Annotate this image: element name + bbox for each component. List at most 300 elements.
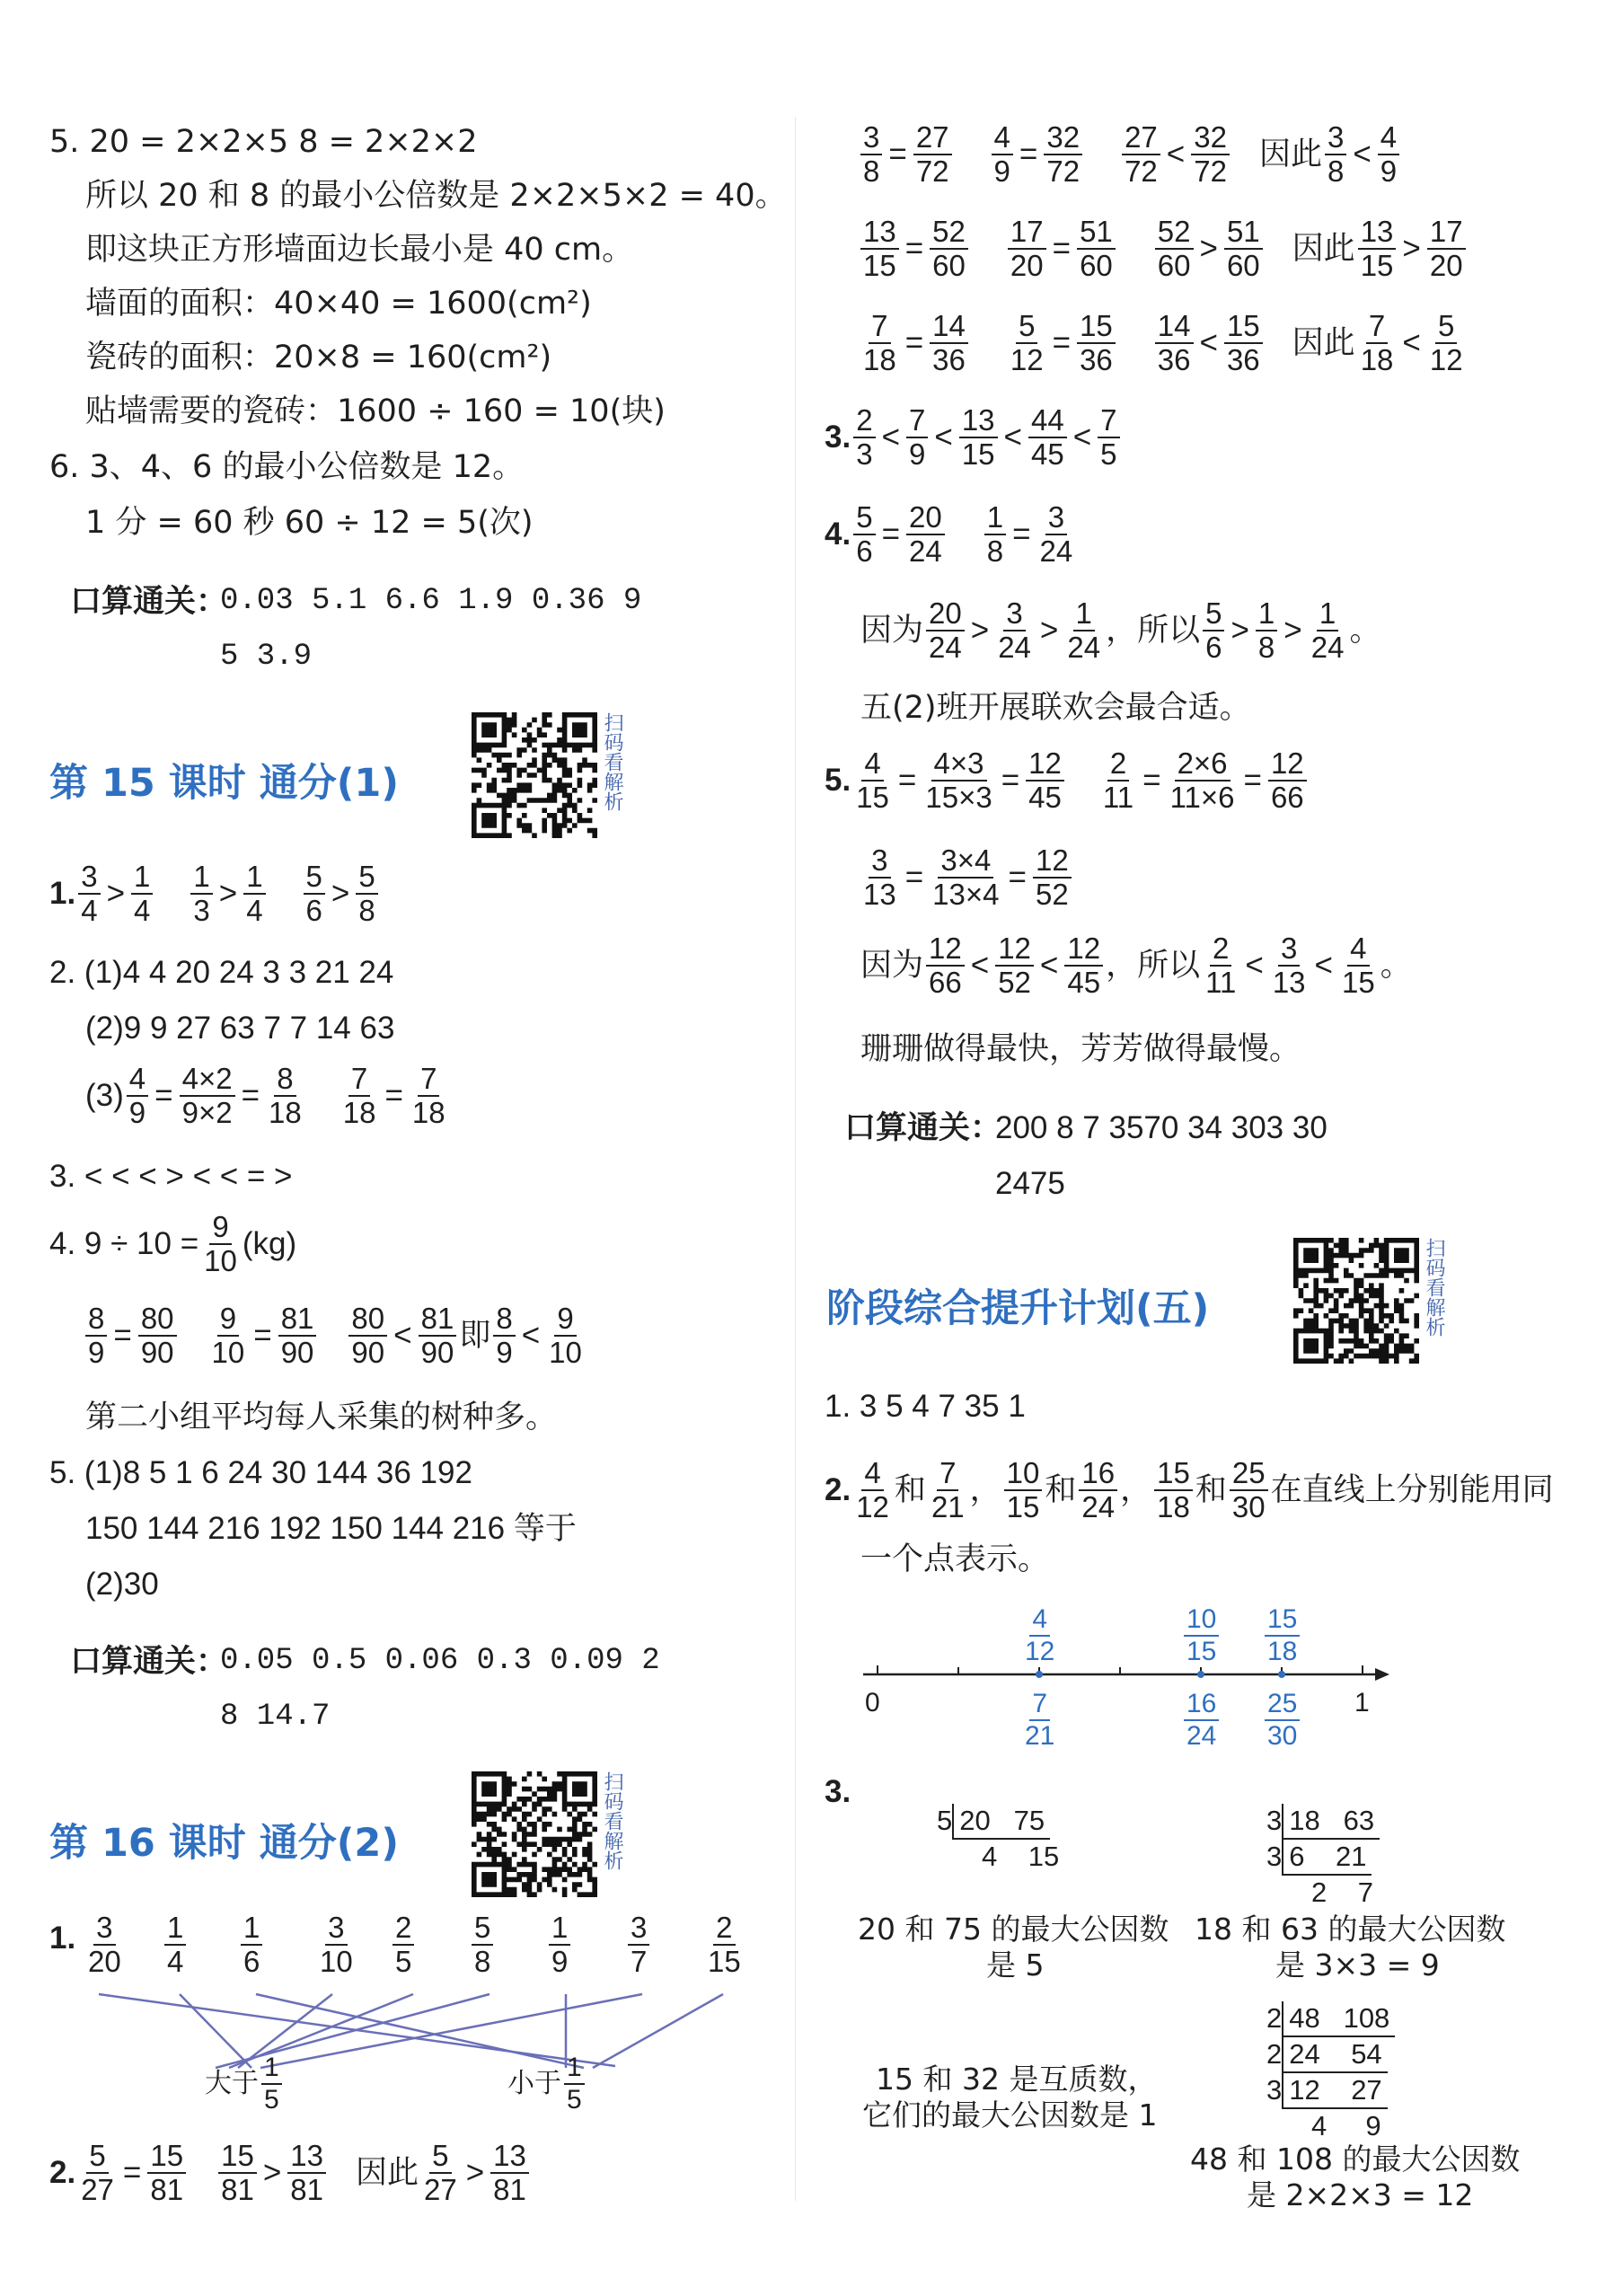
denominator: 81 — [150, 2173, 184, 2206]
fraction — [929, 1457, 967, 1523]
r-q4-compare — [860, 597, 1380, 664]
numerator: 80 — [138, 1303, 177, 1337]
numerator: 7 — [348, 1063, 370, 1097]
denominator: 8 — [358, 894, 375, 927]
numerator: 1 — [164, 1912, 186, 1946]
number-line-arrow — [1375, 1668, 1389, 1681]
numerator: 12 — [1033, 844, 1072, 879]
s15-q5-2: 150 144 216 192 150 144 216 等于 — [85, 1511, 577, 1546]
s15-q1 — [49, 861, 381, 927]
fraction — [549, 1912, 570, 1978]
number-line — [858, 1653, 1397, 1689]
fraction — [1004, 1457, 1043, 1523]
denominator: 4 — [81, 894, 98, 927]
fraction — [860, 216, 899, 282]
he-text: 和 — [1195, 1472, 1227, 1508]
numerator: 20 — [926, 597, 965, 631]
denominator: 36 — [1157, 343, 1191, 376]
denominator: 24 — [929, 631, 962, 664]
s16-q1-label: 1. — [49, 1921, 76, 1956]
r-q4-label: 4. — [825, 517, 851, 552]
numerator: 12 — [1026, 747, 1064, 782]
fraction — [1079, 1457, 1117, 1523]
fraction — [1122, 121, 1160, 188]
fraction — [1184, 1689, 1219, 1752]
numerator: 2 — [393, 1912, 414, 1946]
denominator: 60 — [932, 249, 966, 282]
numerator: 4 — [861, 747, 883, 782]
relation-symbol: = — [1243, 763, 1262, 798]
quot: 15 — [1028, 1841, 1060, 1872]
q5-line4: 墙面的面积：40×40 = 1600(cm²) — [85, 286, 592, 322]
qr-caption-stage5: 扫码看解析 — [1423, 1238, 1445, 1337]
numerator: 7 — [906, 404, 928, 438]
numerator: 10 — [1004, 1457, 1043, 1491]
numerator: 1 — [241, 1912, 262, 1946]
suoyi-text: ，所以 — [1106, 948, 1201, 984]
fraction — [959, 404, 998, 471]
relation-symbol: < — [1072, 419, 1092, 455]
fraction — [1203, 932, 1239, 999]
fraction — [493, 1303, 515, 1369]
num: 6 — [1289, 1841, 1305, 1872]
denominator: 9 — [128, 1096, 146, 1129]
fraction — [1325, 121, 1346, 188]
relation-symbol: > — [1230, 613, 1249, 648]
period: 。 — [1349, 613, 1381, 649]
kousuan-label-1: 口算通关： — [70, 584, 228, 620]
qr-code-stage5[interactable] — [1293, 1238, 1419, 1364]
denominator: 36 — [932, 343, 966, 376]
fraction — [995, 597, 1034, 664]
denominator: 12 — [1429, 343, 1463, 376]
numerator: 5 — [1435, 310, 1457, 344]
denominator: 45 — [1067, 966, 1101, 999]
relation-symbol: = — [904, 231, 924, 266]
kousuan-label-3: 口算通关： — [844, 1110, 1002, 1146]
quot: 9 — [1365, 2110, 1381, 2141]
fraction — [860, 844, 899, 911]
numerator: 1 — [549, 1912, 570, 1946]
relation-symbol: = — [904, 325, 924, 360]
r-q4-text: 五(2)班开展联欢会最合适。 — [860, 690, 1251, 726]
yinci-text: 因此 — [1258, 137, 1322, 172]
denominator: 13 — [863, 878, 896, 911]
denominator: 52 — [1035, 878, 1069, 911]
denominator: 13×4 — [932, 878, 1000, 911]
fraction — [421, 2140, 460, 2206]
numerator: 3 — [1278, 932, 1300, 967]
numerator: 5 — [429, 2140, 451, 2174]
denominator: 20 — [1010, 249, 1044, 282]
denominator: 24 — [1081, 1490, 1116, 1523]
numerator: 1 — [1073, 597, 1095, 631]
denominator: 4 — [167, 1945, 184, 1978]
numerator: 8 — [274, 1063, 295, 1097]
yinwei-text: 因为 — [860, 613, 924, 649]
relation-symbol: = — [897, 763, 917, 798]
numerator: 25 — [1230, 1457, 1268, 1491]
denominator: 9 — [551, 1945, 569, 1978]
fraction — [1098, 404, 1119, 471]
fraction — [930, 310, 968, 376]
numerator: 1 — [1317, 597, 1338, 631]
fraction — [992, 121, 1013, 188]
fraction — [926, 597, 965, 664]
gcd-18-63-text: 18 和 63 的最大公因数 — [1195, 1912, 1506, 1947]
numerator: 3 — [860, 121, 882, 155]
denominator: 20 — [1429, 249, 1463, 282]
numerator: 3 — [628, 1912, 649, 1946]
numerator: 9 — [209, 1211, 231, 1245]
relation-symbol: < — [970, 948, 990, 983]
kousuan-values-2b: 8 14.7 — [220, 1700, 331, 1734]
s16-q2-label: 2. — [49, 2155, 76, 2190]
numerator: 15 — [218, 2140, 257, 2174]
relation-symbol: < — [1402, 325, 1421, 360]
numerator: 3 — [78, 861, 100, 895]
denominator: 24 — [1067, 631, 1101, 664]
fraction — [1268, 747, 1307, 814]
relation-symbol: = — [1019, 137, 1038, 172]
s15-q2-3 — [85, 1063, 451, 1129]
number-line-one: 1 — [1354, 1688, 1370, 1718]
fraction — [1028, 404, 1067, 471]
relation-symbol: < — [1314, 948, 1333, 983]
point-five-sixths — [1278, 1671, 1285, 1678]
denominator: 60 — [1157, 249, 1191, 282]
numerator: 15 — [1224, 310, 1263, 344]
numerator: 13 — [490, 2140, 529, 2174]
s15-q2-3-items — [124, 1063, 451, 1129]
relation-symbol: < — [1003, 419, 1022, 455]
denominator: 9 — [496, 1336, 513, 1369]
s15-q4-text: 第二小组平均每人采集的树种多。 — [85, 1400, 558, 1435]
denominator: 60 — [1080, 249, 1113, 282]
fraction — [930, 844, 1001, 911]
fraction — [1008, 310, 1046, 376]
r-q5a-items — [851, 747, 1309, 814]
relation-symbol: < — [1166, 137, 1186, 172]
denominator: 15 — [961, 437, 995, 471]
denominator: 4 — [246, 894, 263, 927]
fraction — [1265, 1689, 1300, 1752]
relation-symbol: < — [1245, 948, 1264, 983]
relation-symbol: = — [113, 1318, 132, 1353]
denominator: 7 — [631, 1945, 648, 1978]
denominator: 27 — [424, 2173, 457, 2206]
fraction — [472, 1912, 493, 1978]
kousuan-label-2: 口算通关： — [70, 1644, 228, 1680]
denominator: 8 — [863, 155, 880, 188]
fraction — [266, 1063, 304, 1129]
fraction — [906, 501, 945, 568]
denominator: 66 — [929, 966, 962, 999]
gcd-48-108-result: 是 2×2×3 = 12 — [1247, 2177, 1474, 2212]
divisor: 3 — [1266, 1841, 1283, 1872]
denominator: 18 — [863, 343, 896, 376]
denominator: 15 — [863, 249, 896, 282]
denominator: 90 — [280, 1336, 314, 1369]
r-q5-text: 珊珊做得最快，芳芳做得最慢。 — [860, 1031, 1301, 1067]
fraction — [1026, 747, 1064, 814]
denominator: 9 — [993, 155, 1010, 188]
denominator: 60 — [1226, 249, 1260, 282]
relation-symbol: = — [122, 2155, 142, 2190]
numerator: 4 — [1347, 932, 1369, 967]
fraction — [1168, 747, 1238, 814]
numerator: 13 — [959, 404, 998, 438]
fraction — [1008, 216, 1046, 282]
s16-q1-greater — [205, 2053, 285, 2115]
relation-symbol: > — [1199, 231, 1218, 266]
num: 63 — [1343, 1805, 1375, 1836]
qr-caption-16: 扫码看解析 — [601, 1771, 623, 1870]
numerator: 3×4 — [938, 844, 993, 879]
denominator: 90 — [420, 1336, 454, 1369]
gcd-20-75-text: 20 和 75 的最大公因数 — [858, 1912, 1169, 1947]
numerator: 7 — [937, 1457, 958, 1491]
denominator: 5 — [264, 2085, 279, 2115]
relation-symbol: < — [1199, 325, 1218, 360]
denominator: 18 — [1360, 343, 1394, 376]
denominator: 10 — [320, 1945, 353, 1978]
fraction — [564, 2053, 585, 2115]
fraction — [1044, 121, 1082, 188]
r-q4-items — [851, 501, 1078, 568]
denominator: 90 — [140, 1336, 174, 1369]
fraction — [1022, 1689, 1057, 1752]
numerator: 32 — [1044, 121, 1082, 155]
numerator: 15 — [1154, 1457, 1193, 1491]
s15-q5-3: (2)30 — [85, 1567, 159, 1602]
denominator: 66 — [1270, 781, 1304, 814]
denominator: 30 — [1267, 1721, 1298, 1751]
divisor: 3 — [1266, 1805, 1283, 1836]
denominator: 6 — [305, 894, 322, 927]
denominator: 9 — [88, 1336, 105, 1369]
q5-line3: 即这块正方形墙面边长最小是 40 cm。 — [85, 232, 634, 268]
numerator: 4 — [127, 1063, 148, 1097]
fraction — [1100, 747, 1136, 814]
num: 75 — [1013, 1805, 1045, 1836]
divisor: 2 — [1266, 2002, 1283, 2034]
numerator: 27 — [1122, 121, 1160, 155]
denominator: 21 — [931, 1490, 965, 1523]
s15-q4 — [49, 1211, 296, 1277]
denominator: 15 — [1006, 1490, 1040, 1523]
relation-symbol: = — [384, 1078, 403, 1113]
fraction — [1427, 216, 1466, 282]
greater-than-label: 大于 — [205, 2068, 259, 2099]
fraction — [131, 861, 153, 927]
z-q1: 1. 3 5 4 7 35 1 — [825, 1389, 1026, 1424]
denominator: 15 — [1360, 249, 1394, 282]
denominator: 3 — [856, 437, 873, 471]
qr-code-section-16[interactable] — [472, 1771, 597, 1897]
numerator: 5 — [86, 2140, 108, 2174]
denominator: 13 — [1272, 966, 1306, 999]
quot: 7 — [1357, 1877, 1373, 1908]
fraction — [1309, 597, 1347, 664]
gcd-18-63-result: 是 3×3 = 9 — [1275, 1947, 1440, 1983]
numerator: 3 — [1325, 121, 1346, 155]
s15-q2-3-label: (3) — [85, 1078, 124, 1113]
fraction — [853, 1457, 892, 1523]
fraction — [853, 747, 892, 814]
coprime-text-2: 它们的最大公因数是 1 — [862, 2097, 1158, 2133]
numerator: 51 — [1224, 216, 1263, 250]
numerator: 27 — [913, 121, 952, 155]
denominator: 15 — [1341, 966, 1375, 999]
numerator: 51 — [1077, 216, 1116, 250]
fraction — [1037, 501, 1076, 568]
divisor: 5 — [937, 1805, 953, 1836]
numerator: 13 — [1358, 216, 1397, 250]
denominator: 10 — [549, 1336, 582, 1369]
coprime-text-1: 15 和 32 是互质数， — [876, 2062, 1158, 2097]
suoyi-text: ，所以 — [1106, 613, 1201, 649]
numerator: 32 — [1191, 121, 1230, 155]
fraction — [356, 861, 377, 927]
numerator: 2 — [853, 404, 875, 438]
relation-symbol: = — [888, 137, 907, 172]
denominator: 72 — [915, 155, 949, 188]
fraction — [201, 1211, 240, 1277]
numerator: 5 — [853, 501, 875, 535]
fraction — [546, 1303, 585, 1369]
num: 48 — [1289, 2002, 1320, 2034]
denominator: 4 — [134, 894, 151, 927]
fraction — [78, 2140, 117, 2206]
numerator: 4 — [1378, 121, 1399, 155]
numerator: 15 — [147, 2140, 186, 2174]
numerator: 2 — [1210, 932, 1231, 967]
numerator: 3 — [1045, 501, 1067, 535]
z-q2-label: 2. — [825, 1472, 851, 1507]
yinci-text: 因此 — [1292, 325, 1355, 361]
denominator: 3 — [193, 894, 210, 927]
fraction — [926, 932, 965, 999]
s15-q2-2: (2)9 9 27 63 7 7 14 63 — [85, 1011, 395, 1046]
numerator: 15 — [1077, 310, 1116, 344]
fraction — [85, 1303, 107, 1369]
relation-symbol: < — [1353, 137, 1372, 172]
denominator: 9 — [909, 437, 926, 471]
relation-symbol: = — [1052, 231, 1072, 266]
fraction — [85, 1912, 124, 1978]
fraction — [1064, 597, 1103, 664]
fraction — [913, 121, 952, 188]
numerator: 44 — [1028, 404, 1067, 438]
numerator: 5 — [1203, 597, 1224, 631]
fraction — [906, 404, 928, 471]
fraction — [190, 861, 212, 927]
numerator: 1 — [984, 501, 1006, 535]
fraction — [278, 1303, 317, 1369]
fraction — [1022, 1604, 1057, 1667]
denominator: 81 — [493, 2173, 526, 2206]
numerator: 15 — [1265, 1604, 1300, 1637]
numerator: 25 — [1265, 1689, 1300, 1721]
numerator: 12 — [1064, 932, 1103, 967]
denominator: 11×6 — [1169, 781, 1235, 814]
fraction — [243, 861, 265, 927]
q5-line2: 所以 20 和 8 的最小公倍数是 2×2×5×2 = 40。 — [85, 178, 787, 214]
fraction — [853, 501, 875, 568]
numerator: 1 — [131, 861, 153, 895]
denominator: 24 — [998, 631, 1031, 664]
relation-symbol: < — [1039, 948, 1059, 983]
num: 18 — [1289, 1805, 1320, 1836]
fraction — [1077, 216, 1116, 282]
fraction — [1077, 310, 1116, 376]
s15-q4-fraction — [198, 1211, 243, 1277]
numerator: 52 — [930, 216, 968, 250]
gcd-48-108-text: 48 和 108 的最大公因数 — [1190, 2141, 1521, 2177]
relation-symbol: = — [1008, 860, 1027, 895]
relation-symbol: = — [1012, 517, 1031, 552]
s15-q3: 3. < < < > < < = > — [49, 1159, 293, 1194]
fraction — [860, 310, 899, 376]
denominator: 72 — [1194, 155, 1227, 188]
z-q2 — [825, 1457, 1554, 1523]
fraction — [860, 121, 882, 188]
numerator: 4 — [861, 1457, 883, 1491]
numerator: 5 — [304, 861, 325, 895]
denominator: 15 — [708, 1945, 741, 1978]
kousuan-values-3b: 2475 — [995, 1166, 1065, 1201]
relation-symbol: < — [393, 1318, 412, 1353]
qr-caption-15: 扫码看解析 — [601, 712, 623, 811]
fraction — [261, 2053, 282, 2115]
point-two-thirds — [1197, 1671, 1204, 1678]
denominator: 15 — [856, 781, 889, 814]
relation-symbol: < — [934, 419, 953, 455]
q6-line2: 1 分 = 60 秒 60 ÷ 12 = 5(次) — [85, 505, 534, 541]
fraction — [138, 1303, 177, 1369]
denominator: 36 — [1080, 343, 1113, 376]
q5-line1: 5. 20 = 2×2×5 8 = 2×2×2 — [49, 124, 478, 160]
fraction — [995, 932, 1034, 999]
numerator: 17 — [1008, 216, 1046, 250]
numerator: 3 — [869, 844, 890, 879]
fraction — [628, 1912, 649, 1978]
yinci-text: 因此 — [1292, 231, 1355, 267]
numerator: 16 — [1079, 1457, 1117, 1491]
quot: 4 — [1311, 2110, 1328, 2141]
numerator: 3 — [1003, 597, 1025, 631]
denominator: 24 — [1186, 1721, 1217, 1751]
s15-q4-unit: (kg) — [242, 1226, 297, 1261]
denominator: 12 — [1025, 1637, 1055, 1666]
q5-line5: 瓷砖的面积：20×8 = 160(cm²) — [85, 340, 552, 375]
denominator: 12 — [1010, 343, 1044, 376]
relation-symbol: < — [881, 419, 901, 455]
denominator: 90 — [351, 1336, 385, 1369]
num: 12 — [1289, 2074, 1320, 2106]
qr-code-section-15[interactable] — [472, 712, 597, 838]
section-stage5-title: 阶段综合提升计划(五) — [826, 1286, 1210, 1331]
numerator: 14 — [930, 310, 968, 344]
s15-q1-label: 1. — [49, 876, 76, 911]
numerator: 9 — [554, 1303, 576, 1337]
relation-symbol: = — [241, 1078, 260, 1113]
relation-symbol: = — [154, 1078, 173, 1113]
yinwei-text: 因为 — [860, 948, 924, 984]
numerator: 12 — [926, 932, 965, 967]
denominator: 5 — [395, 1945, 412, 1978]
